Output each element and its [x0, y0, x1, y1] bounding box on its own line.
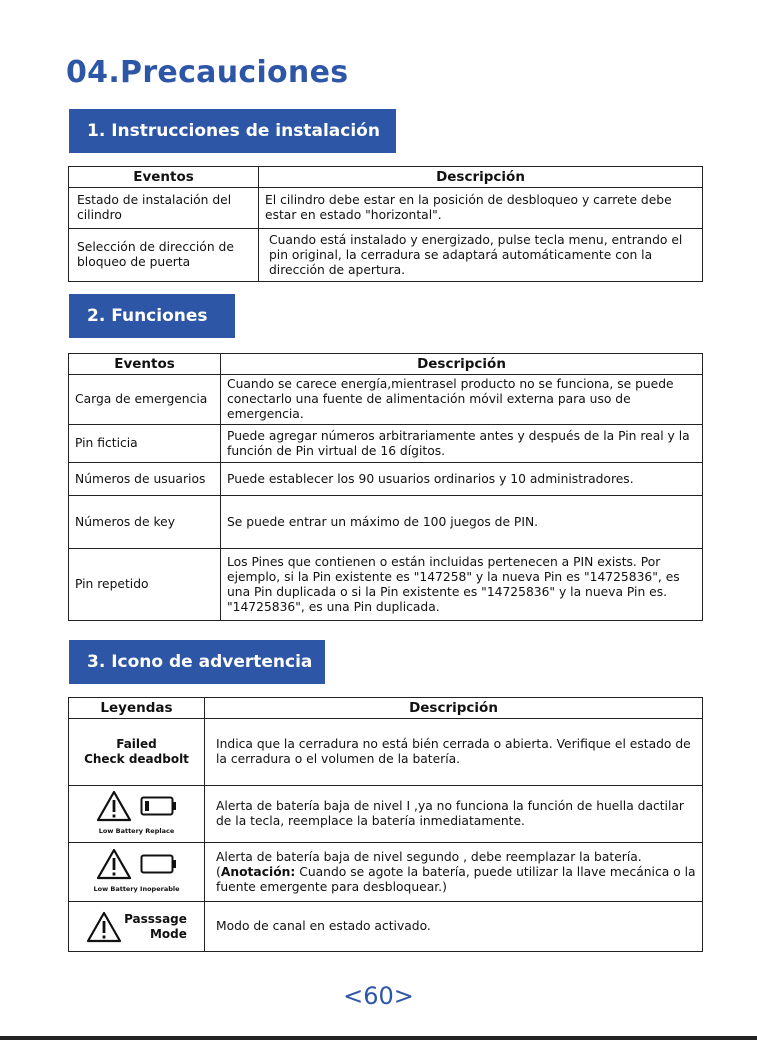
col-header-descripcion: Descripción: [221, 354, 703, 375]
desc-cell: [205, 843, 703, 902]
desc-paren: (: [216, 864, 221, 879]
table-row: [69, 188, 703, 229]
legend-cell: [69, 902, 205, 952]
desc-cell: Indica que la cerradura no está bién cerrada o abierta. Verifique el estado de la cerradura o el volumen de la batería.: [205, 719, 703, 786]
event-cell: Números de usuarios: [69, 463, 221, 496]
empty-battery-icon: [140, 854, 178, 874]
desc-cell: Puede establecer los 90 usuarios ordinarios y 10 administradores.: [221, 463, 703, 496]
col-header-eventos: Eventos: [69, 167, 259, 188]
col-header-descripcion: Descripción: [205, 698, 703, 719]
legend-cell: [69, 786, 205, 843]
page-number: <60>: [343, 982, 414, 1010]
table-row: [69, 496, 703, 549]
table-row: [69, 902, 703, 952]
check-deadbolt-label: Check deadbolt: [84, 752, 189, 766]
section-heading-funciones: 2. Funciones: [69, 294, 235, 338]
failed-label: Failed: [116, 737, 157, 751]
low-battery-icon: [140, 796, 178, 816]
section-heading-advertencia: 3. Icono de advertencia: [69, 640, 325, 684]
mode-label: Mode: [149, 926, 187, 941]
table-row: [69, 229, 703, 282]
low-battery-inoperable-caption: Low Battery Inoperable: [93, 884, 180, 893]
col-header-leyendas: Leyendas: [69, 698, 205, 719]
col-header-descripcion: Descripción: [259, 167, 703, 188]
col-header-eventos: Eventos: [69, 354, 221, 375]
low-battery-replace-caption: Low Battery Replace: [98, 826, 175, 835]
desc-cell: Modo de canal en estado activado.: [205, 902, 703, 952]
table-row: [69, 786, 703, 843]
page-title: 04.Precauciones: [66, 55, 349, 90]
event-cell: Carga de emergencia: [69, 375, 221, 425]
desc-cell: Puede agregar números arbitrariamente antes y después de la Pin real y la función de Pin virtual de 16 dígitos.: [221, 425, 703, 463]
table-advertencia: [68, 697, 703, 952]
desc-cell: Alerta de batería baja de nivel Ⅰ ,ya no funciona la función de huella dactilar de la tecla, reemplace la batería inmediatamente.: [205, 786, 703, 843]
passage-label: Passsage: [124, 911, 187, 926]
table-row: [69, 463, 703, 496]
warning-triangle-icon: [96, 790, 132, 822]
table-row: [69, 425, 703, 463]
desc-text: Alerta de batería baja de nivel segundo , debe reemplazar la batería.: [216, 849, 642, 864]
table-funciones: [68, 353, 703, 621]
desc-cell: Los Pines que contienen o están incluidas pertenecen a PIN exists. Por ejemplo, si la Pin existente es "147258" y la nueva Pin es "14725836", es una Pin duplicada o si la Pin existente es "14725836" y la nueva Pin es. "14725836", es una Pin duplicada.: [221, 549, 703, 621]
bottom-divider: [0, 1036, 757, 1040]
legend-cell: [69, 843, 205, 902]
section-heading-instalacion: 1. Instrucciones de instalación: [69, 109, 396, 153]
desc-cell: Cuando está instalado y energizado, pulse tecla menu, entrando el pin original, la cerradura se adaptará automáticamente con la dirección de apertura.: [259, 229, 703, 282]
desc-cell: El cilindro debe estar en la posición de desbloqueo y carrete debe estar en estado "horizontal".: [259, 188, 703, 229]
table-row: [69, 375, 703, 425]
warning-triangle-icon: [86, 911, 122, 943]
desc-cell: Se puede entrar un máximo de 100 juegos de PIN.: [221, 496, 703, 549]
event-cell: Pin repetido: [69, 549, 221, 621]
anotacion-label: Anotación:: [220, 864, 296, 879]
event-cell: Números de key: [69, 496, 221, 549]
event-cell: Estado de instalación del cilindro: [69, 188, 259, 229]
table-row: [69, 719, 703, 786]
table-row: [69, 549, 703, 621]
warning-triangle-icon: [96, 848, 132, 880]
event-cell: Selección de dirección de bloqueo de puerta: [69, 229, 259, 282]
legend-cell: [69, 719, 205, 786]
event-cell: Pin ficticia: [69, 425, 221, 463]
desc-cell: Cuando se carece energía,mientrasel producto no se funciona, se puede conectarlo una fuente de alimentación móvil externa para uso de emergencia.: [221, 375, 703, 425]
table-instalacion: [68, 166, 703, 282]
desc-text: Cuando se agote la batería, puede utilizar la llave mecánica o la fuente emergente para desbloquear.): [216, 864, 696, 894]
table-row: [69, 843, 703, 902]
